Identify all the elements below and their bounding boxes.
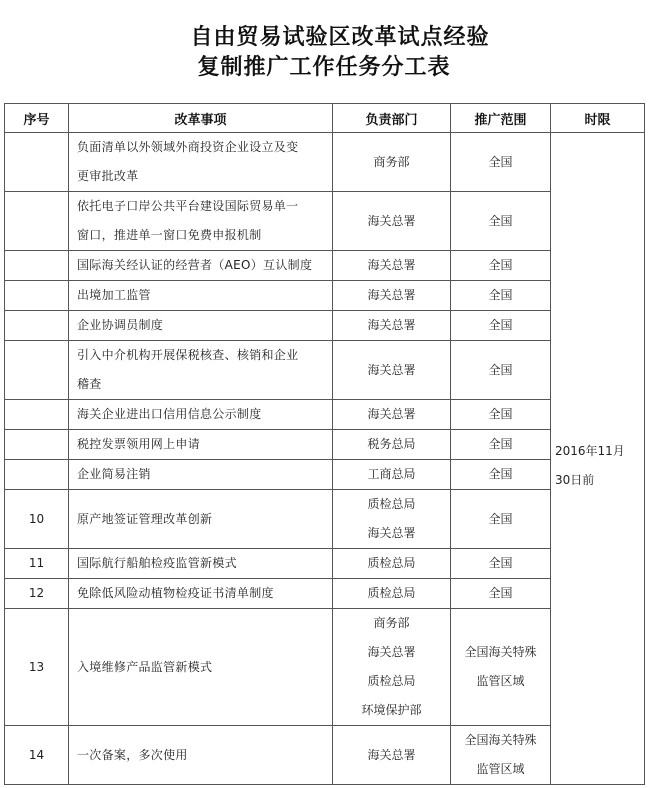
row-dept: 工商总局	[333, 460, 451, 490]
row-scope: 全国	[451, 133, 551, 192]
row-dept-line: 海关总署	[367, 526, 416, 540]
table-row	[5, 281, 645, 311]
row-number	[5, 281, 69, 311]
row-scope	[451, 609, 551, 726]
row-item	[69, 341, 333, 400]
row-number	[5, 133, 69, 192]
row-item: 免除低风险动植物检疫证书清单制度	[69, 579, 333, 609]
row-item: 原产地签证管理改革创新	[69, 490, 333, 549]
row-scope: 全国	[451, 400, 551, 430]
row-item: 一次备案，多次使用	[69, 726, 333, 785]
row-number: 14	[5, 726, 69, 785]
row-scope-line: 全国海关特殊	[464, 733, 537, 747]
row-item: 企业协调员制度	[69, 311, 333, 341]
row-scope: 全国	[451, 341, 551, 400]
row-number	[5, 430, 69, 460]
table-row	[5, 490, 645, 549]
table-row	[5, 430, 645, 460]
row-number: 13	[5, 609, 69, 726]
header-time: 时限	[551, 104, 645, 133]
deadline-line1: 2016年11月	[555, 443, 625, 458]
header-scope: 推广范围	[451, 104, 551, 133]
row-number	[5, 251, 69, 281]
row-dept: 海关总署	[333, 192, 451, 251]
table-row	[5, 400, 645, 430]
row-dept-line: 商务部	[373, 616, 410, 630]
row-scope-line: 监管区域	[476, 762, 525, 776]
row-scope: 全国	[451, 460, 551, 490]
row-number: 12	[5, 579, 69, 609]
row-scope: 全国	[451, 549, 551, 579]
row-dept: 商务部	[333, 133, 451, 192]
header-no: 序号	[5, 104, 69, 133]
row-scope: 全国	[451, 430, 551, 460]
table-row	[5, 579, 645, 609]
row-dept: 海关总署	[333, 341, 451, 400]
row-item	[69, 192, 333, 251]
row-dept-line: 质检总局	[367, 497, 416, 511]
row-dept: 海关总署	[333, 281, 451, 311]
row-item-line: 更审批改革	[77, 169, 139, 183]
row-scope: 全国	[451, 281, 551, 311]
row-item: 企业简易注销	[69, 460, 333, 490]
row-number	[5, 341, 69, 400]
row-item-line: 负面清单以外领域外商投资企业设立及变	[77, 140, 299, 154]
row-dept-line: 环境保护部	[361, 703, 422, 717]
row-scope: 全国	[451, 490, 551, 549]
table-row	[5, 341, 645, 400]
row-dept-line: 海关总署	[367, 645, 416, 659]
deadline-line2: 30日前	[555, 472, 595, 487]
row-number	[5, 400, 69, 430]
table-row	[5, 549, 645, 579]
row-dept	[333, 609, 451, 726]
table-row	[5, 251, 645, 281]
document-title-line1: 自由贸易试验区改革试点经验	[190, 24, 490, 50]
row-scope: 全国	[451, 192, 551, 251]
table-row	[5, 133, 645, 192]
table-row	[5, 460, 645, 490]
header-dept: 负责部门	[333, 104, 451, 133]
row-scope: 全国	[451, 311, 551, 341]
row-dept: 海关总署	[333, 311, 451, 341]
row-dept-line: 质检总局	[367, 674, 416, 688]
row-item	[69, 133, 333, 192]
row-dept: 海关总署	[333, 251, 451, 281]
row-dept: 海关总署	[333, 400, 451, 430]
header-item: 改革事项	[69, 104, 333, 133]
row-number: 10	[5, 490, 69, 549]
row-dept: 海关总署	[333, 726, 451, 785]
row-item: 出境加工监管	[69, 281, 333, 311]
row-scope	[451, 726, 551, 785]
row-dept: 质检总局	[333, 579, 451, 609]
row-scope-line: 监管区域	[476, 674, 525, 688]
row-item: 入境维修产品监管新模式	[69, 609, 333, 726]
row-item-line: 稽查	[77, 377, 102, 391]
row-dept: 税务总局	[333, 430, 451, 460]
table-row	[5, 609, 645, 726]
row-scope-line: 全国海关特殊	[464, 645, 537, 659]
row-number	[5, 460, 69, 490]
row-number	[5, 192, 69, 251]
row-item: 国际航行船舶检疫监管新模式	[69, 549, 333, 579]
row-scope: 全国	[451, 579, 551, 609]
table-row	[5, 726, 645, 785]
row-item-line: 依托电子口岸公共平台建设国际贸易单一	[77, 199, 299, 213]
row-item: 税控发票领用网上申请	[69, 430, 333, 460]
deadline-cell	[551, 133, 645, 785]
row-item-line: 引入中介机构开展保税核查、核销和企业	[77, 348, 299, 362]
table-row	[5, 311, 645, 341]
table-header-row	[5, 104, 645, 133]
row-dept	[333, 490, 451, 549]
row-number	[5, 311, 69, 341]
task-table	[4, 103, 645, 785]
row-scope: 全国	[451, 251, 551, 281]
row-dept: 质检总局	[333, 549, 451, 579]
table-row	[5, 192, 645, 251]
document-title-line2: 复制推广工作任务分工表	[197, 54, 451, 80]
row-number: 11	[5, 549, 69, 579]
row-item-line: 窗口，推进单一窗口免费申报机制	[77, 228, 262, 242]
row-item: 海关企业进出口信用信息公示制度	[69, 400, 333, 430]
row-item: 国际海关经认证的经营者（AEO）互认制度	[69, 251, 333, 281]
